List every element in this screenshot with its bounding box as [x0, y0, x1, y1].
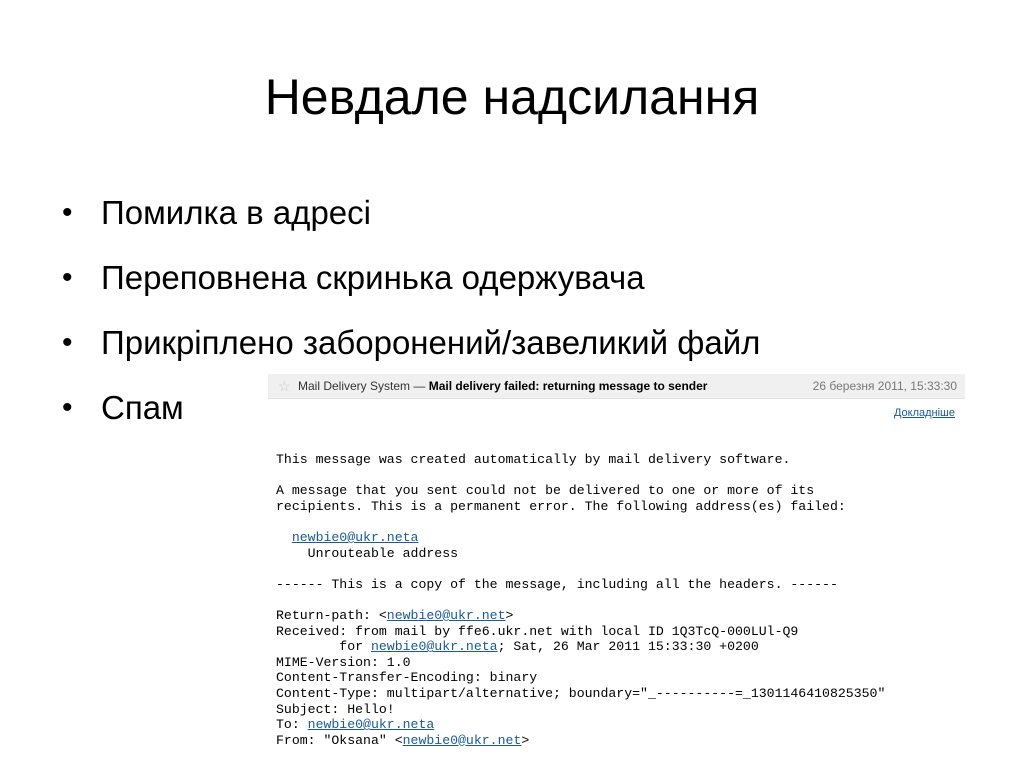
bullet-text: Спам: [101, 389, 184, 426]
email-screenshot: [268, 374, 965, 749]
failed-reason: Unrouteable address: [276, 545, 459, 561]
from-address-link[interactable]: newbie0@ukr.net: [402, 732, 522, 748]
bullet-dot: •: [62, 391, 73, 424]
for-address-link[interactable]: newbie0@ukr.neta: [370, 639, 498, 655]
bullet-text: Прикріплено заборонений/завеликий файл: [101, 324, 761, 361]
sender-separator: —: [410, 379, 429, 393]
return-path-label: Return-path: <: [276, 607, 387, 623]
email-subject: Mail delivery failed: returning message to sender: [428, 379, 708, 393]
bullet-text: Помилка в адресі: [101, 194, 371, 231]
body-line: This message was created automatically by mail delivery software.: [276, 452, 791, 467]
body-line: recipients. This is a permanent error. The following address(es) failed:: [276, 498, 846, 514]
return-path-end: >: [505, 607, 514, 623]
subject-header-line: Subject: Hello!: [276, 701, 395, 717]
email-sender: Mail Delivery System: [298, 379, 411, 393]
failed-address-line: [276, 530, 885, 546]
bullet-dot: •: [62, 326, 73, 359]
star-icon[interactable]: ☆: [278, 378, 291, 394]
indent: [276, 530, 292, 545]
from-end: >: [521, 732, 530, 748]
email-date: 26 березня 2011, 15:33:30: [812, 379, 957, 393]
to-address-link[interactable]: newbie0@ukr.neta: [307, 717, 435, 733]
bullet-dot: •: [62, 261, 73, 294]
email-sender-line: [298, 374, 707, 398]
bullet-text: Переповнена скринька одержувача: [101, 259, 645, 296]
for-line: [276, 639, 885, 655]
to-line: [276, 717, 885, 733]
mime-line: MIME-Version: 1.0: [276, 654, 411, 670]
details-link[interactable]: Докладніше: [893, 407, 955, 419]
content-type-line: Content-Type: multipart/alternative; boundary="_----------=_1301146410825350": [276, 685, 886, 701]
for-prefix: for: [276, 639, 371, 655]
copy-notice: ------ This is a copy of the message, including all the headers. ------: [276, 576, 838, 592]
email-body: [276, 452, 885, 748]
return-path-line: [276, 608, 885, 624]
slide-title: Невдале надсилання: [264, 69, 760, 125]
received-line: Received: from mail by ffe6.ukr.net with local ID 1Q3TcQ-000LUl-Q9: [276, 623, 799, 639]
for-suffix: ; Sat, 26 Mar 2011 15:33:30 +0200: [497, 639, 759, 655]
cte-line: Content-Transfer-Encoding: binary: [276, 670, 538, 686]
to-label: To:: [276, 717, 308, 733]
from-line: [276, 733, 885, 749]
failed-address-link[interactable]: newbie0@ukr.neta: [291, 529, 419, 545]
bullet-dot: •: [62, 196, 73, 229]
from-label: From: "Oksana" <: [276, 732, 403, 748]
email-header: [268, 374, 965, 399]
body-line: A message that you sent could not be delivered to one or more of its: [276, 483, 815, 499]
return-path-link[interactable]: newbie0@ukr.net: [386, 607, 506, 623]
list-item: [62, 255, 760, 320]
list-item: [62, 190, 760, 255]
